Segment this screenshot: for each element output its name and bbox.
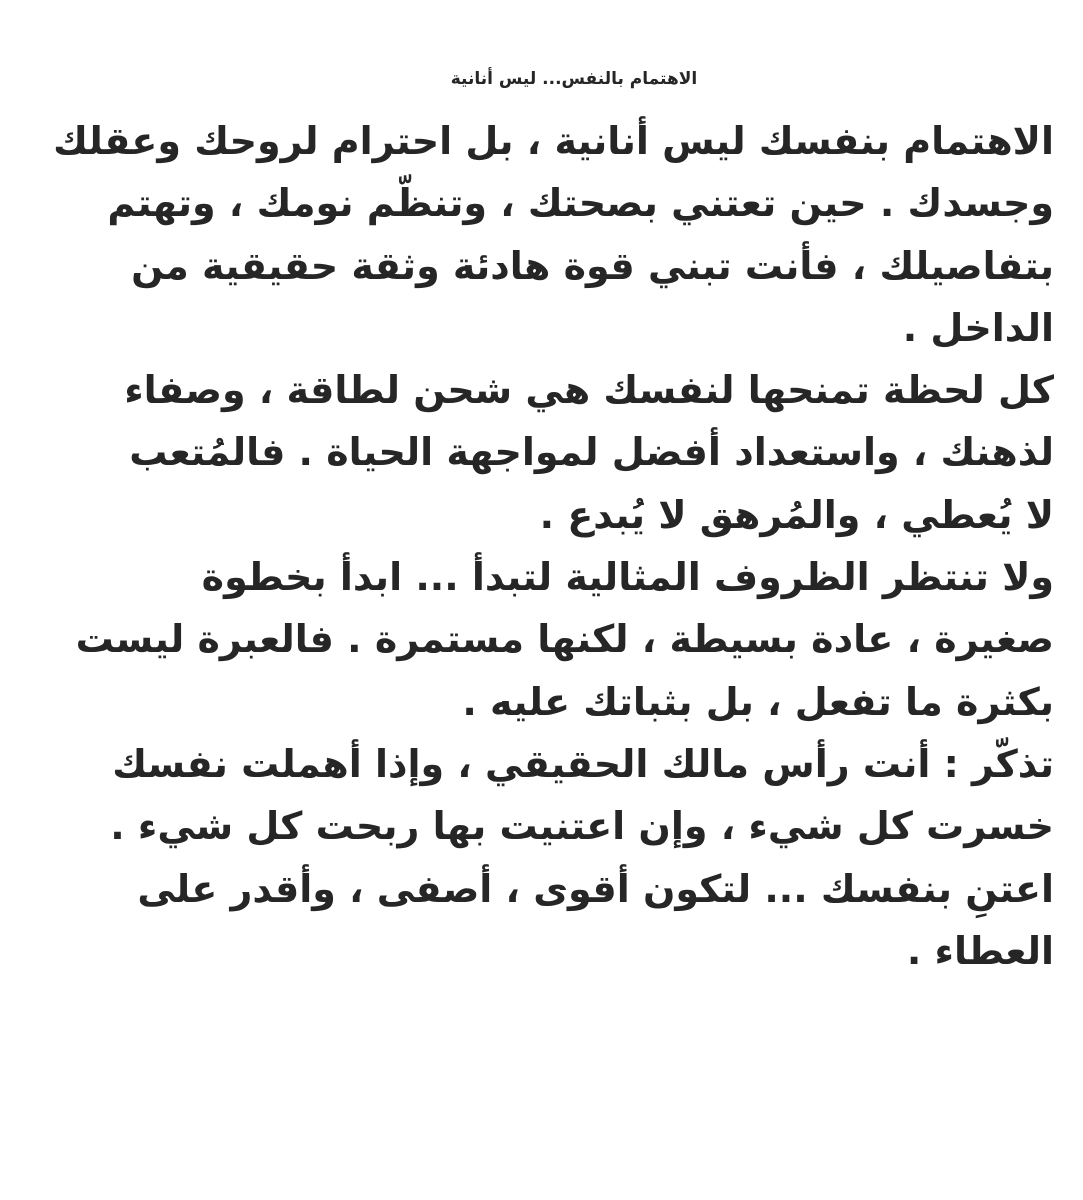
document-title: الاهتمام بالنفس... ليس أنانية: [450, 69, 698, 89]
text-line: بكثرة ما تفعل ، بل بثباتك عليه .: [462, 679, 1054, 724]
text-line: الداخل .: [902, 305, 1054, 350]
document-text: [14, 110, 1054, 982]
text-line: اعتنِ بنفسك ... لتكون أقوى ، أصفى ، وأقدر على: [137, 866, 1054, 911]
text-line: بتفاصيلك ، فأنت تبني قوة هادئة وثقة حقيقية من: [131, 243, 1054, 288]
text-line: تذكّر : أنت رأس مالك الحقيقي ، وإذا أهملت نفسك: [112, 741, 1054, 786]
text-line: وجسدك . حين تعتني بصحتك ، وتنظّم نومك ، وتهتم: [107, 181, 1054, 226]
text-line: صغيرة ، عادة بسيطة ، لكنها مستمرة . فالعبرة ليست: [75, 617, 1054, 662]
text-line: ولا تنتظر الظروف المثالية لتبدأ ... ابدأ بخطوة: [201, 555, 1054, 600]
document-body: [14, 48, 1054, 982]
text-line: الاهتمام بنفسك ليس أنانية ، بل احترام لروحك وعقلك: [53, 119, 1054, 163]
text-line: خسرت كل شيء ، وإن اعتنيت بها ربحت كل شيء .: [110, 804, 1054, 849]
text-line: لا يُعطي ، والمُرهق لا يُبدع .: [539, 492, 1054, 537]
text-line: لذهنك ، واستعداد أفضل لمواجهة الحياة . فالمُتعب: [129, 430, 1054, 475]
text-line: العطاء .: [906, 928, 1054, 973]
text-line: كل لحظة تمنحها لنفسك هي شحن لطاقة ، وصفاء: [124, 368, 1054, 413]
